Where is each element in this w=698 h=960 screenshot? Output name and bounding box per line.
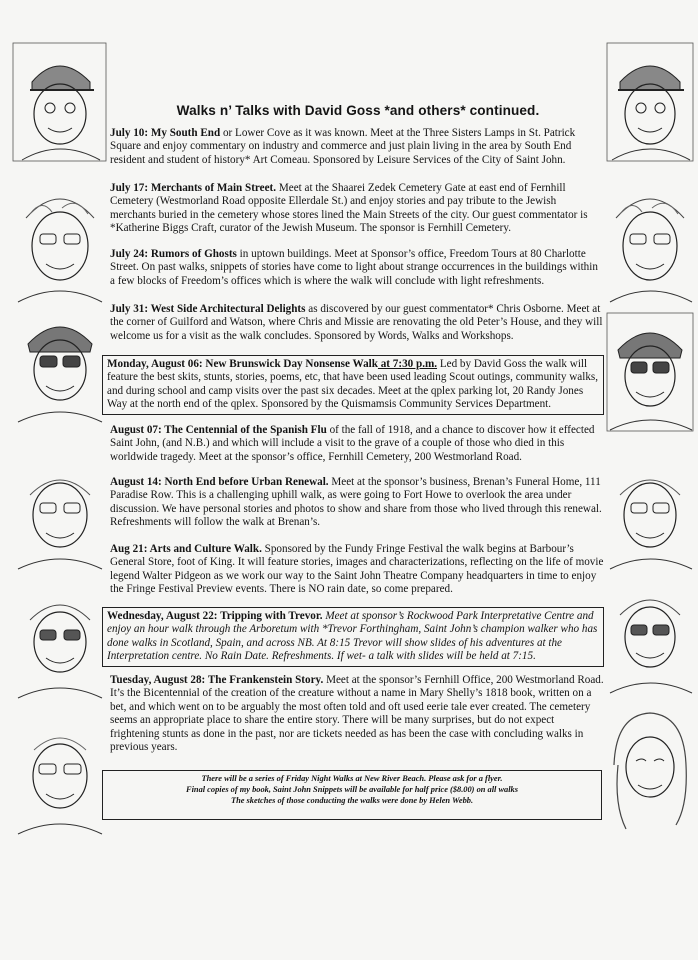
walk-entry-august-14 <box>110 476 604 530</box>
footer-line: There will be a series of Friday Night Walks at New River Beach. Please ask for a flyer. <box>201 774 503 783</box>
portrait-sketch-left-2 <box>12 178 107 303</box>
walk-entry-text: as discovered by our guest commentator* Chris Osborne. Meet at the corner of Guilford and Watson, where Chris and Missie are renovating the old Peter’s House, and they will welcome us for a visit as the walk concludes. Sponsored by Words, Walks and Workshops. <box>110 303 603 342</box>
portrait-sketch-left-6 <box>12 720 107 835</box>
walk-entry-text: in uptown buildings. Meet at Sponsor’s office, Freedom Tours at 80 Charlotte Street. On past walks, snippets of stories have come to light about strange occurrences in the buildings within a few blocks of Freedom’s offices which is where the walk will conclude with light refreshments. <box>110 248 598 287</box>
portrait-sketch-left-3 <box>12 308 107 423</box>
walk-entry-time: at 7:30 p.m. <box>377 358 438 370</box>
portrait-sketch-left-5 <box>12 590 107 700</box>
footer-notice-box <box>102 770 602 820</box>
walk-entry-text: Meet at the Shaarei Zedek Cemetery Gate at east end of Fernhill Cemetery (Westmorland Road opposite Ellerdale St.) and enjoy stories and pay tribute to the Jewish merchants buried in the cemetery whose stores lined the Main Streets of the city. Our guest commentator is *Katherine Biggs Craft, curator of the Jewish Museum. The sponsor is Fernhill Cemetery. <box>110 182 588 235</box>
portrait-sketch-right-5 <box>606 585 694 695</box>
walk-entry-heading: August 07: The Centennial of the Spanish Flu <box>110 424 327 436</box>
walk-entry-heading: July 17: Merchants of Main Street. <box>110 182 277 194</box>
walk-entry-august-21 <box>110 543 604 597</box>
walk-entry-text: Sponsored by the Fundy Fringe Festival the walk begins at Barbour’s General Store, foot of King. It will feature stories, images and characterizations, reflecting on the life of movie legend Walter Pidgeon as we work our way to the Saint John Theatre Company headquarters in time to enjoy the Fringe Festival Preview events. There is NO rain date, so come prepared. <box>110 543 604 596</box>
portrait-sketch-left-4 <box>12 455 107 570</box>
walk-entry-text: of the fall of 1918, and a chance to discover how it effected Saint John, (and N.B.) and which will include a visit to the grave of a couple of those who died in this worldwide tragedy. Meet at the sponsor’s office, Fernhill Cemetery, 200 Westmorland Road. <box>110 424 595 463</box>
walk-entry-july-10 <box>110 127 604 167</box>
walk-entry-july-24 <box>110 248 604 288</box>
portrait-sketch-left-1 <box>12 42 107 162</box>
walk-entry-august-22 <box>102 607 604 667</box>
walk-entry-july-31 <box>110 303 604 343</box>
walk-entry-august-06 <box>102 355 604 415</box>
page-title: Walks n’ Talks with David Goss *and others* continued. <box>176 103 540 118</box>
walk-entry-text: Meet at sponsor’s Rockwood Park Interpretative Centre and enjoy an hour walk through the Arboretum with *Trevor Forthingham, Saint John’s champion walker who has done walks in Scotland, Spain, and across NB. At 8:15 Trevor will show slides of his adventures at the Interpretation centre. No Rain Date. Refreshments. If wet- a talk with slides will be held at 7:15. <box>107 610 598 663</box>
walk-entry-heading: Aug 21: Arts and Culture Walk. <box>110 543 262 555</box>
walk-entry-text: Meet at the sponsor’s Fernhill Office, 200 Westmorland Road. It’s the Bicentennial of the creation of the creature without a name in Mary Shelly’s 1818 book, written on a bet, and which went on to be arguably the most often told and oft used eerie tale ever created. The cemetery seems an appropriate place to share the entire story. There will be many surprises, but do not expect frightening stunts as done in the past, nor are tickets needed as has been the case with concluding walks in previous years. <box>110 674 604 754</box>
walk-entry-heading: Wednesday, August 22: Tripping with Trevor. <box>107 610 323 622</box>
walk-entry-july-17 <box>110 182 604 236</box>
walk-entry-heading: Monday, August 06: New Brunswick Day Nonsense Walk <box>107 358 378 370</box>
portrait-sketch-right-4 <box>606 455 694 570</box>
portrait-sketch-right-6 <box>606 705 694 835</box>
walk-entry-text: or Lower Cove as it was known. Meet at the Three Sisters Lamps in St. Patrick Square and enjoy commentary on industry and commerce and just plain living in the area by South End resident and student of history* Art Comeau. Sponsored by Leisure Services of the City of Saint John. <box>110 127 576 166</box>
walk-entry-heading: August 14: North End before Urban Renewal. <box>110 476 329 488</box>
portrait-sketch-right-3 <box>606 312 694 432</box>
walk-entry-heading: July 10: My South End <box>110 127 221 139</box>
walk-entry-text: Meet at the sponsor’s business, Brenan’s Funeral Home, 111 Paradise Row. This is a challenging uphill walk, as were going to Fort Howe to overlook the area under discussion. We have personal stories and photos to show and share from those who lived through this renewal. Refreshments will follow the walk at Brenan’s. <box>110 476 602 529</box>
walk-entry-text: Led by David Goss the walk will feature the best skits, stunts, stories, poems, etc, that have been used leading Scout outings, community walks, and during school and camp visits over the past six decades. Meet at the qplex parking lot, 20 Randy Jones Way at the north end of the qplex. Sponsored by the Quismamsis Community Services Department. <box>107 358 599 411</box>
walk-entry-heading: July 31: West Side Architectural Delights <box>110 303 306 315</box>
portrait-sketch-right-2 <box>606 178 694 303</box>
walk-entry-august-07 <box>110 424 604 464</box>
footer-line: Final copies of my book, Saint John Snippets will be available for half price ($8.00) on all walks <box>186 785 518 794</box>
portrait-sketch-right-1 <box>606 42 694 162</box>
walk-entry-heading: July 24: Rumors of Ghosts <box>110 248 237 260</box>
walk-entry-heading: Tuesday, August 28: The Frankenstein Story. <box>110 674 324 686</box>
footer-line: The sketches of those conducting the walks were done by Helen Webb. <box>230 796 474 805</box>
walk-entry-august-28 <box>110 674 604 754</box>
